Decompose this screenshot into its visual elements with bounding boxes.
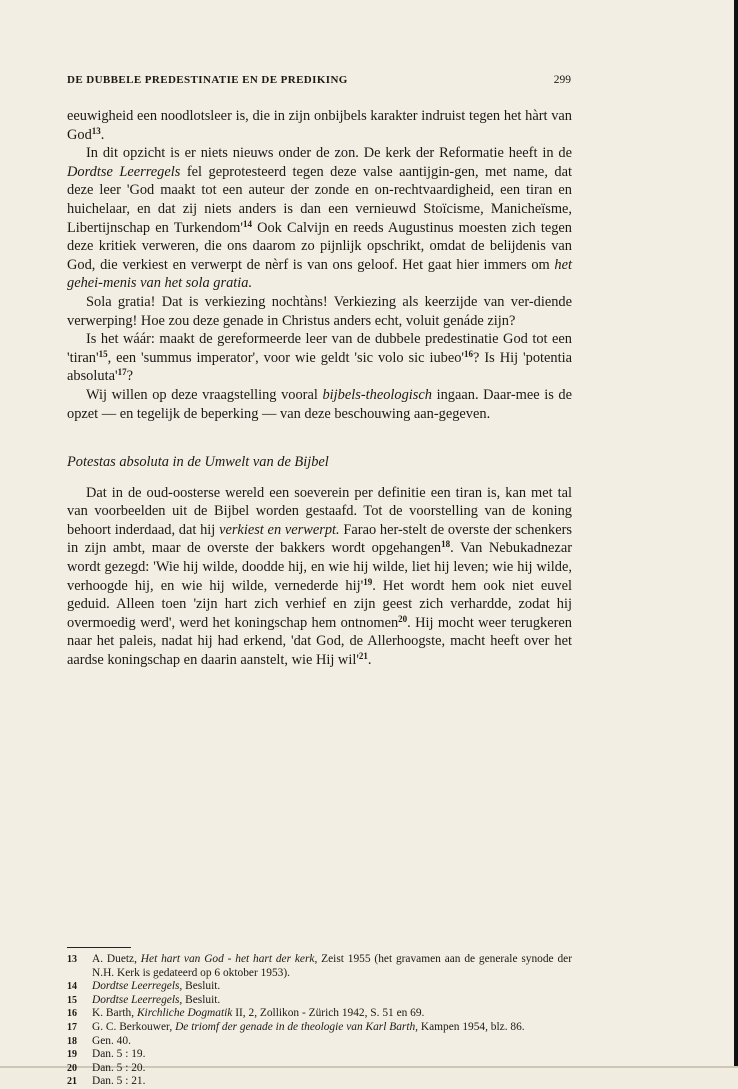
text-run: A. Duetz,	[92, 953, 141, 965]
footnote	[67, 953, 572, 980]
italic-run: Dordtse Leerregels	[67, 163, 181, 180]
footnote-number: 20	[67, 1062, 77, 1074]
text-run: Besluit.	[182, 980, 221, 993]
italic-run: verkiest en verwerpt.	[219, 521, 340, 538]
footnote-ref-20: 20	[398, 613, 408, 624]
paragraph-1	[67, 107, 572, 144]
text-run: In dit opzicht is er niets nieuws onder de zon. De kerk der Reformatie heeft in de	[86, 145, 572, 162]
paragraph-3: Sola gratia! Dat is verkiezing nochtàns! Verkiezing als keerzijde van ver-diende verwerping! Hoe zou deze genade in Christus anders echt, voluit genáde zijn?	[67, 293, 572, 329]
section-heading: Potestas absoluta in de Umwelt van de Bijbel	[67, 454, 329, 471]
footnote-text	[92, 1048, 572, 1062]
text-run: Kampen 1954, blz. 86.	[418, 1020, 525, 1033]
footnote-rule	[67, 947, 131, 948]
text-run: eeuwigheid een noodlotsleer is, die in zijn onbijbels karakter indruist tegen het hàrt van God	[67, 108, 572, 143]
paragraph-5	[67, 386, 572, 423]
footnote	[67, 1021, 572, 1035]
footnote-text	[92, 1062, 572, 1076]
footnote-number: 16	[67, 1008, 77, 1020]
text-run: Zeist 1955 (het gravamen aan de generale synode der N.H. Kerk is gedateerd op 6 oktober 1953).	[92, 953, 572, 979]
text-run: Dan. 5 : 21.	[92, 1075, 146, 1088]
footnote	[67, 1007, 572, 1021]
text-run: Wij willen op deze vraagstelling vooral	[86, 386, 323, 403]
footnote-number: 18	[67, 1035, 77, 1047]
footnote	[67, 1035, 572, 1049]
text-run: Gen. 40.	[92, 1034, 131, 1047]
text-run: .	[367, 652, 372, 669]
footnote	[67, 1048, 572, 1062]
paragraph-4	[67, 330, 572, 386]
text-run: Besluit.	[182, 993, 221, 1006]
text-run: Ook Calvijn en reeds Augustinus moesten zich tegen deze kritiek verweren, die ons daarom zo pijnlijk opschrikt, omdat de belijdenis van God, die verkiest en verwerpt de nèrf is van ons geloof. Het gaat hier immers om	[67, 219, 572, 273]
text-run: ? Is Hij 'potentia absoluta'	[67, 349, 572, 385]
text-run: . Van Nebukadnezar wordt gezegd: 'Wie hij wilde, doodde hij, en wie hij wilde, liet hij leven; wie hij wilde, verhoogde hij, en wie hij wilde, vernederde hij'	[67, 540, 572, 594]
footnote-text	[92, 1007, 572, 1021]
main-text	[67, 107, 572, 670]
footnote	[67, 994, 572, 1008]
text-run: fel geprotesteerd tegen deze valse aantijgin-gen, met name, dat deze leer 'God maakt tot een auteur der zonde en on-rechtvaardigheid, een tiran en huichelaar, en dat zij niets anders is dan een vernieuwd Stoïcisme, Manicheïsme, Libertijnschap en Turkendom'	[67, 163, 572, 236]
footnote-text	[92, 1035, 572, 1049]
footnote-ref-15: 15	[98, 348, 108, 359]
footnote-number: 14	[67, 981, 77, 993]
paragraph-6	[67, 484, 572, 670]
footnote-number: 13	[67, 954, 77, 965]
text-run: G. C. Berkouwer,	[92, 1020, 176, 1033]
footnote-ref-14: 14	[242, 218, 252, 229]
text-run: K. Barth,	[92, 1007, 137, 1020]
footnote-text	[92, 994, 572, 1008]
text-run: Dan. 5 : 20.	[92, 1061, 146, 1074]
footnote-ref-21: 21	[358, 651, 368, 662]
footnote-number: 15	[67, 994, 77, 1006]
text-run: Dat in de oud-oosterse wereld een soeverein per definitie een tiran is, kan met tal van voorbeelden uit de Bijbel worden gestaafd. Tot de voorstelling van de koning behoort inderdaad, dat hij	[67, 484, 572, 538]
footnote-ref-18: 18	[441, 539, 451, 550]
text-run: . Hij mocht weer terugkeren naar het paleis, nadat hij had erkend, 'dat God, de Allerhoogste, macht heeft over het aardse koningschap en daarin aanstelt, wie Hij wil'	[67, 614, 572, 669]
footnote-text	[92, 1021, 572, 1035]
footnote-text	[92, 1075, 572, 1089]
footnote	[67, 980, 572, 994]
footnote-text	[92, 953, 572, 980]
text-run: Is het wáár: maakt de gereformeerde leer van de dubbele predestinatie God tot een 'tiran'	[67, 331, 572, 366]
text-run: ingaan. Daar-mee is de opzet — en tegelijk de beperking — van deze beschouwing aan-gegeven.	[67, 386, 572, 422]
italic-run: Dordtse Leerregels,	[92, 980, 183, 993]
text-run: Dan. 5 : 19.	[92, 1048, 146, 1061]
footnote-ref-19: 19	[363, 576, 373, 587]
running-title: DE DUBBELE PREDESTINATIE EN DE PREDIKING	[67, 74, 348, 86]
paragraph-2	[67, 144, 572, 293]
footnote	[67, 1075, 572, 1089]
text-run: . Het wordt hem ook niet euvel geduid. Alleen toen 'zijn hart zich verhief en zijn geest zich verhardde, zodat hij overmoedig werd', werd het koningschap hem ontnomen	[67, 577, 572, 631]
footnotes	[67, 953, 572, 1089]
italic-run: Kirchliche Dogmatik	[136, 1007, 233, 1020]
text-run: Farao her-stelt de overste der schenkers in zijn ambt, maar de overste der bakkers wordt opgehangen	[67, 521, 573, 557]
italic-run: Het hart van God - het hart der kerk,	[140, 953, 318, 965]
text-run: .	[100, 126, 105, 143]
text-run: II, 2, Zollikon - Zürich 1942, S. 51 en 69.	[232, 1007, 425, 1020]
page-number: 299	[553, 74, 571, 86]
italic-run: Dordtse Leerregels,	[92, 993, 183, 1006]
footnote-text	[92, 980, 572, 994]
footnote-ref-17: 17	[117, 367, 127, 378]
text-run: ?	[126, 368, 133, 385]
footnote-ref-16: 16	[464, 348, 474, 359]
italic-run: bijbels-theologisch	[322, 386, 432, 403]
page-edge-shadow	[734, 0, 738, 1068]
text-run: , een 'summus imperator', voor wie geldt 'sic volo sic iubeo'	[107, 349, 465, 366]
italic-run: De triomf der genade in de theologie van Karl Barth,	[175, 1020, 419, 1033]
running-header	[67, 74, 571, 86]
footnote-ref-13: 13	[91, 125, 101, 136]
footnote-number: 17	[67, 1021, 77, 1033]
footnote	[67, 1062, 572, 1076]
footnote-number: 21	[67, 1076, 77, 1088]
italic-run: het gehei-menis van het sola gratia.	[67, 256, 572, 292]
footnote-number: 19	[67, 1049, 77, 1061]
